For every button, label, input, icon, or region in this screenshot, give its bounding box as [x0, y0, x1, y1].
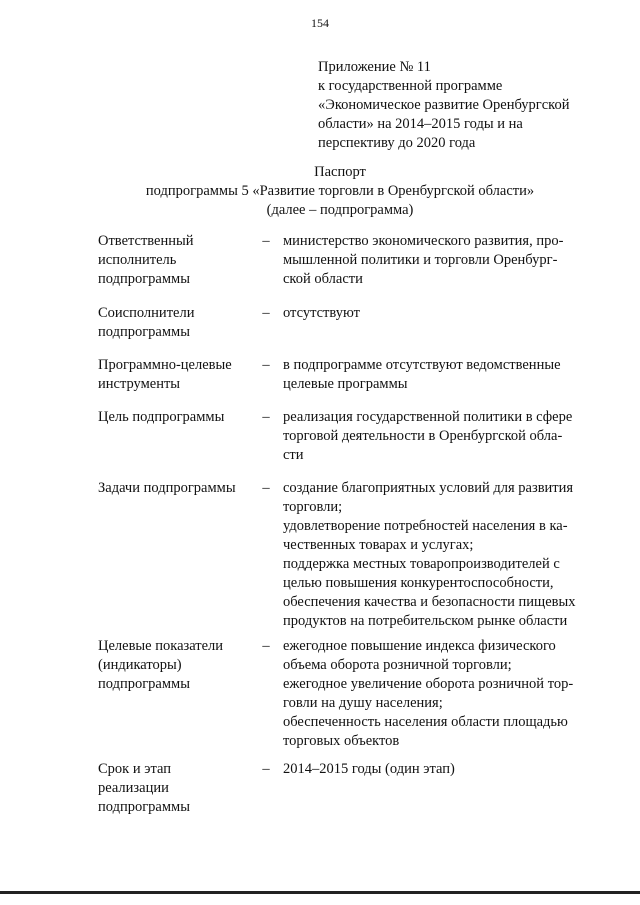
row-dash: –	[262, 761, 270, 777]
row-value-line: поддержка местных товаропроизводителей с	[283, 556, 560, 572]
row-label-line: инструменты	[98, 376, 181, 392]
row-label-line: реализации	[98, 780, 169, 796]
row-value-line: реализация государственной политики в сфере	[283, 409, 573, 425]
row-value-line: говли на душу населения;	[283, 695, 443, 711]
row-value	[283, 356, 583, 394]
row-value-line: продуктов на потребительском рынке области	[283, 613, 568, 629]
passport-title: Паспорт	[314, 164, 366, 180]
row-label	[98, 232, 253, 289]
row-label-line: Программно-целевые	[98, 357, 232, 373]
row-label	[98, 479, 253, 498]
row-label-line: (индикаторы)	[98, 657, 182, 673]
passport-heading	[60, 163, 620, 220]
row-dash: –	[262, 233, 270, 249]
row-label	[98, 356, 253, 394]
row-label-line: исполнитель	[98, 252, 177, 268]
row-value	[283, 304, 583, 323]
appendix-header	[318, 58, 618, 153]
row-value-line: целевые программы	[283, 376, 408, 392]
row-value-line: ежегодное увеличение оборота розничной тор-	[283, 676, 574, 692]
row-value	[283, 760, 583, 779]
row-value-line: министерство экономического развития, про-	[283, 233, 564, 249]
row-dash: –	[262, 638, 270, 654]
row-value-line: ской области	[283, 271, 363, 287]
row-dash: –	[262, 305, 270, 321]
row-label-line: Срок и этап	[98, 761, 171, 777]
row-value-line: объема оборота розничной торговли;	[283, 657, 512, 673]
row-value-line: мышленной политики и торговли Оренбург-	[283, 252, 558, 268]
row-label-line: подпрограммы	[98, 799, 190, 815]
row-value-line: обеспечения качества и безопасности пищевых	[283, 594, 576, 610]
row-label	[98, 637, 253, 694]
row-label-line: Ответственный	[98, 233, 194, 249]
row-label-line: подпрограммы	[98, 324, 190, 340]
row-value-line: сти	[283, 447, 304, 463]
appendix-line: перспективу до 2020 года	[318, 135, 476, 151]
appendix-line: области» на 2014–2015 годы и на	[318, 116, 523, 132]
page-bottom-rule	[0, 891, 640, 894]
row-value	[283, 232, 583, 289]
row-value-line: удовлетворение потребностей населения в ка-	[283, 518, 568, 534]
row-label-line: Целевые показатели	[98, 638, 224, 654]
row-value	[283, 479, 583, 631]
row-label-line: Задачи подпрограммы	[98, 480, 236, 496]
appendix-line: «Экономическое развитие Оренбургской	[318, 97, 570, 113]
row-label	[98, 408, 253, 427]
row-label-line: подпрограммы	[98, 271, 190, 287]
row-value-line: в подпрограмме отсутствуют ведомственные	[283, 357, 561, 373]
row-value-line: чественных товарах и услугах;	[283, 537, 474, 553]
row-value-line: ежегодное повышение индекса физического	[283, 638, 556, 654]
appendix-line: Приложение № 11	[318, 59, 431, 75]
row-value-line: торговой деятельности в Оренбургской обла-	[283, 428, 563, 444]
row-value-line: торговых объектов	[283, 733, 400, 749]
row-value-line: торговли;	[283, 499, 343, 515]
appendix-line: к государственной программе	[318, 78, 503, 94]
row-value-line: отсутствуют	[283, 305, 360, 321]
row-label	[98, 760, 253, 817]
row-value	[283, 637, 583, 751]
row-dash: –	[262, 357, 270, 373]
row-label-line: Цель подпрограммы	[98, 409, 225, 425]
passport-subtitle: подпрограммы 5 «Развитие торговли в Оренбургской области»	[145, 183, 535, 199]
row-label-line: подпрограммы	[98, 676, 190, 692]
row-value	[283, 408, 583, 465]
page-number: 154	[311, 16, 329, 30]
row-value-line: создание благоприятных условий для развития	[283, 480, 574, 496]
row-label-line: Соисполнители	[98, 305, 195, 321]
passport-note: (далее – подпрограмма)	[266, 202, 414, 218]
row-value-line: обеспеченность населения области площадью	[283, 714, 568, 730]
row-label	[98, 304, 253, 342]
row-value-line: 2014–2015 годы (один этап)	[283, 761, 455, 777]
row-value-line: целью повышения конкурентоспособности,	[283, 575, 554, 591]
row-dash: –	[262, 480, 270, 496]
row-dash: –	[262, 409, 270, 425]
